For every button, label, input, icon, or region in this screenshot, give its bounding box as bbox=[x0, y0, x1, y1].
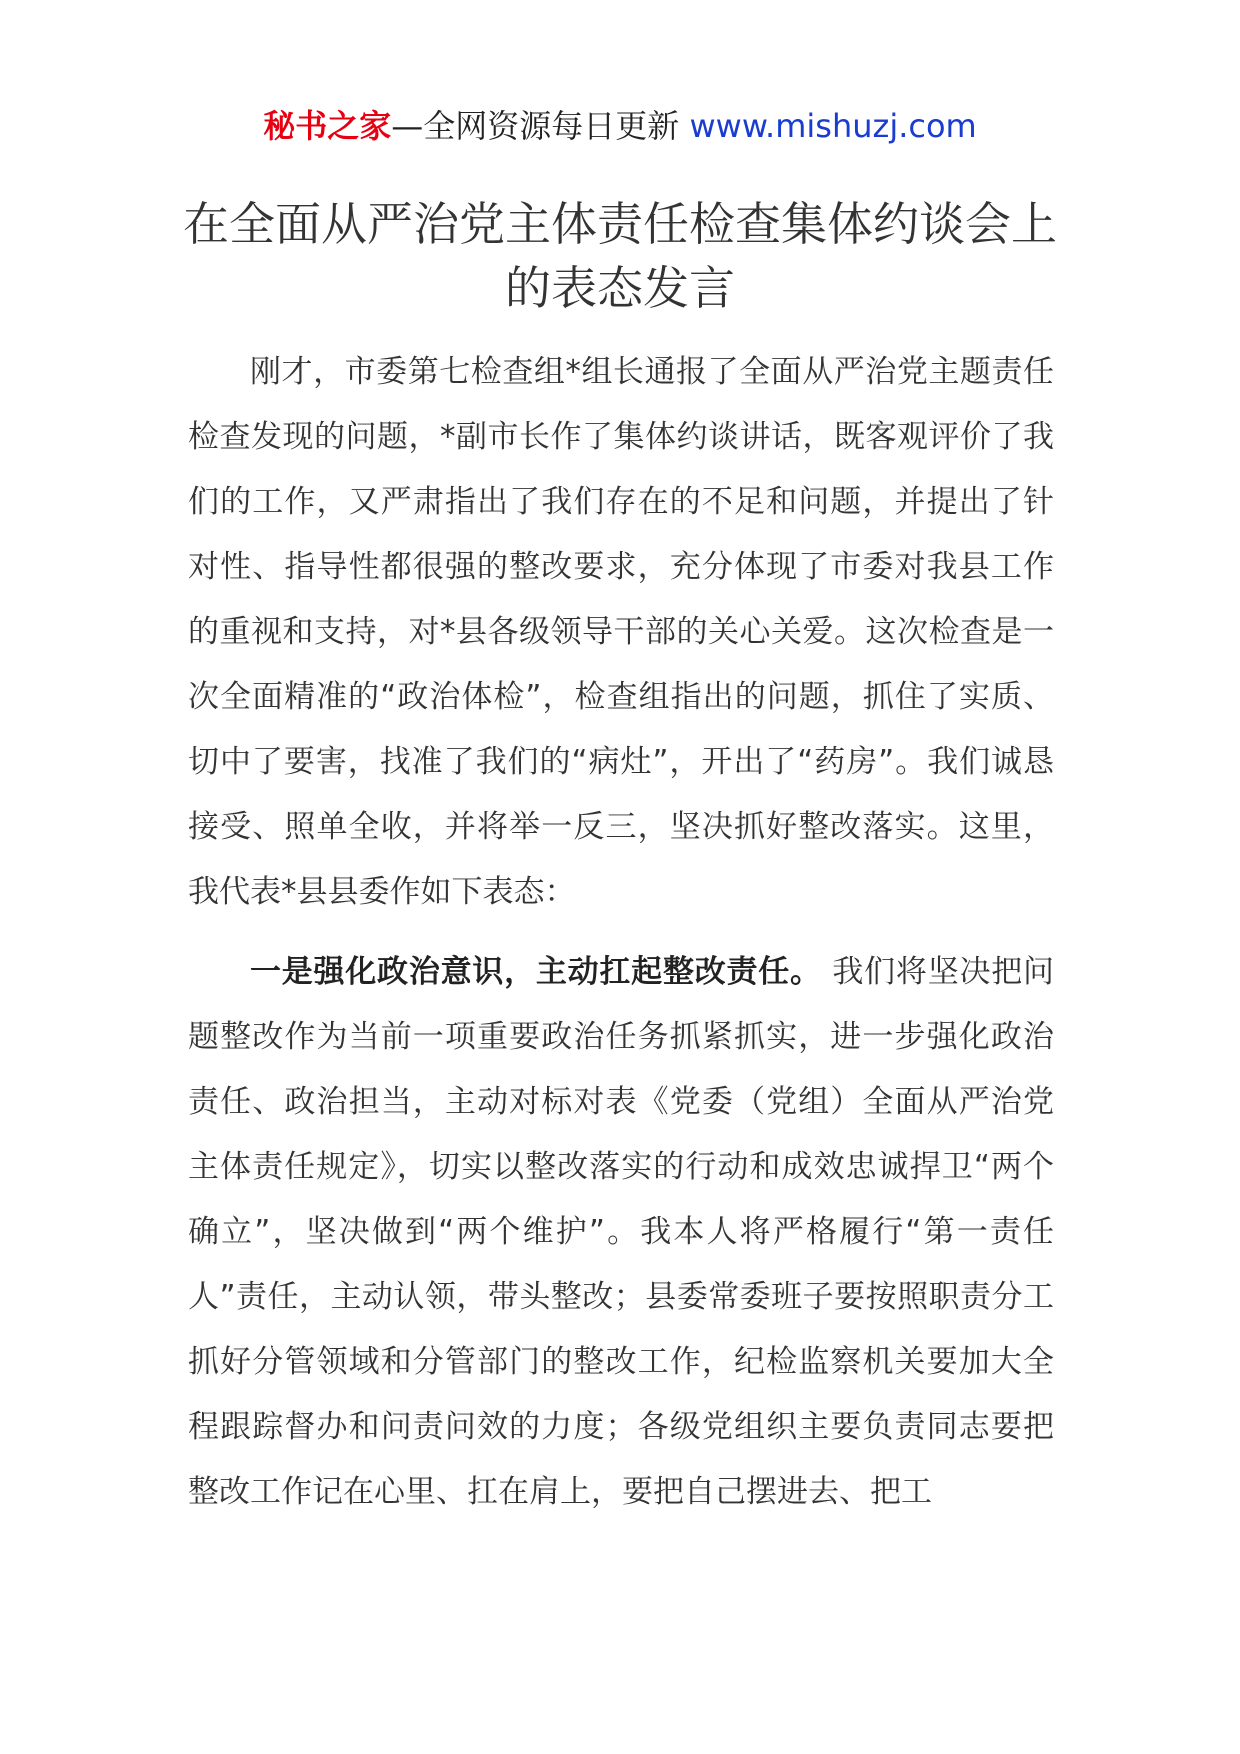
body-paragraph-1 bbox=[188, 340, 1054, 925]
document-body bbox=[188, 340, 1054, 1525]
body-paragraph-2 bbox=[188, 940, 1054, 1525]
site-header bbox=[0, 98, 1240, 154]
site-tagline: —全网资源每日更新 bbox=[391, 107, 680, 145]
paragraph-lead: 一是强化政治意识，主动扛起整改责任。 bbox=[250, 954, 822, 990]
site-brand: 秘书之家 bbox=[263, 107, 392, 145]
document-title: 在全面从严治党主体责任检查集体约谈会上的表态发言 bbox=[183, 197, 1057, 315]
site-url-link[interactable]: www.mishuzj.com bbox=[689, 107, 977, 145]
paragraph-text: 我们将坚决把问题整改作为当前一项重要政治任务抓紧抓实，进一步强化政治责任、政治担当，主动对标对表《党委（党组）全面从严治党主体责任规定》，切实以整改落实的行动和成效忠诚捍卫“两个确立”，坚决做到“两个维护”。我本人将严格履行“第一责任人”责任，主动认领，带头整改；县委常委班子要按照职责分工抓好分管领域和分管部门的整改工作，纪检监察机关要加大全程跟踪督办和问责问效的力度；各级党组织主要负责同志要把整改工作记在心里、扛在肩上，要把自己摆进去、把工 bbox=[188, 954, 1054, 1510]
paragraph-text: 刚才，市委第七检查组*组长通报了全面从严治党主题责任检查发现的问题，*副市长作了集体约谈讲话，既客观评价了我们的工作，又严肃指出了我们存在的不足和问题，并提出了针对性、指导性都很强的整改要求，充分体现了市委对我县工作的重视和支持，对*县各级领导干部的关心关爱。这次检查是一次全面精准的“政治体检”，检查组指出的问题，抓住了实质、切中了要害，找准了我们的“病灶”，开出了“药房”。我们诚恳接受、照单全收，并将举一反三，坚决抓好整改落实。这里，我代表*县县委作如下表态： bbox=[188, 354, 1054, 910]
